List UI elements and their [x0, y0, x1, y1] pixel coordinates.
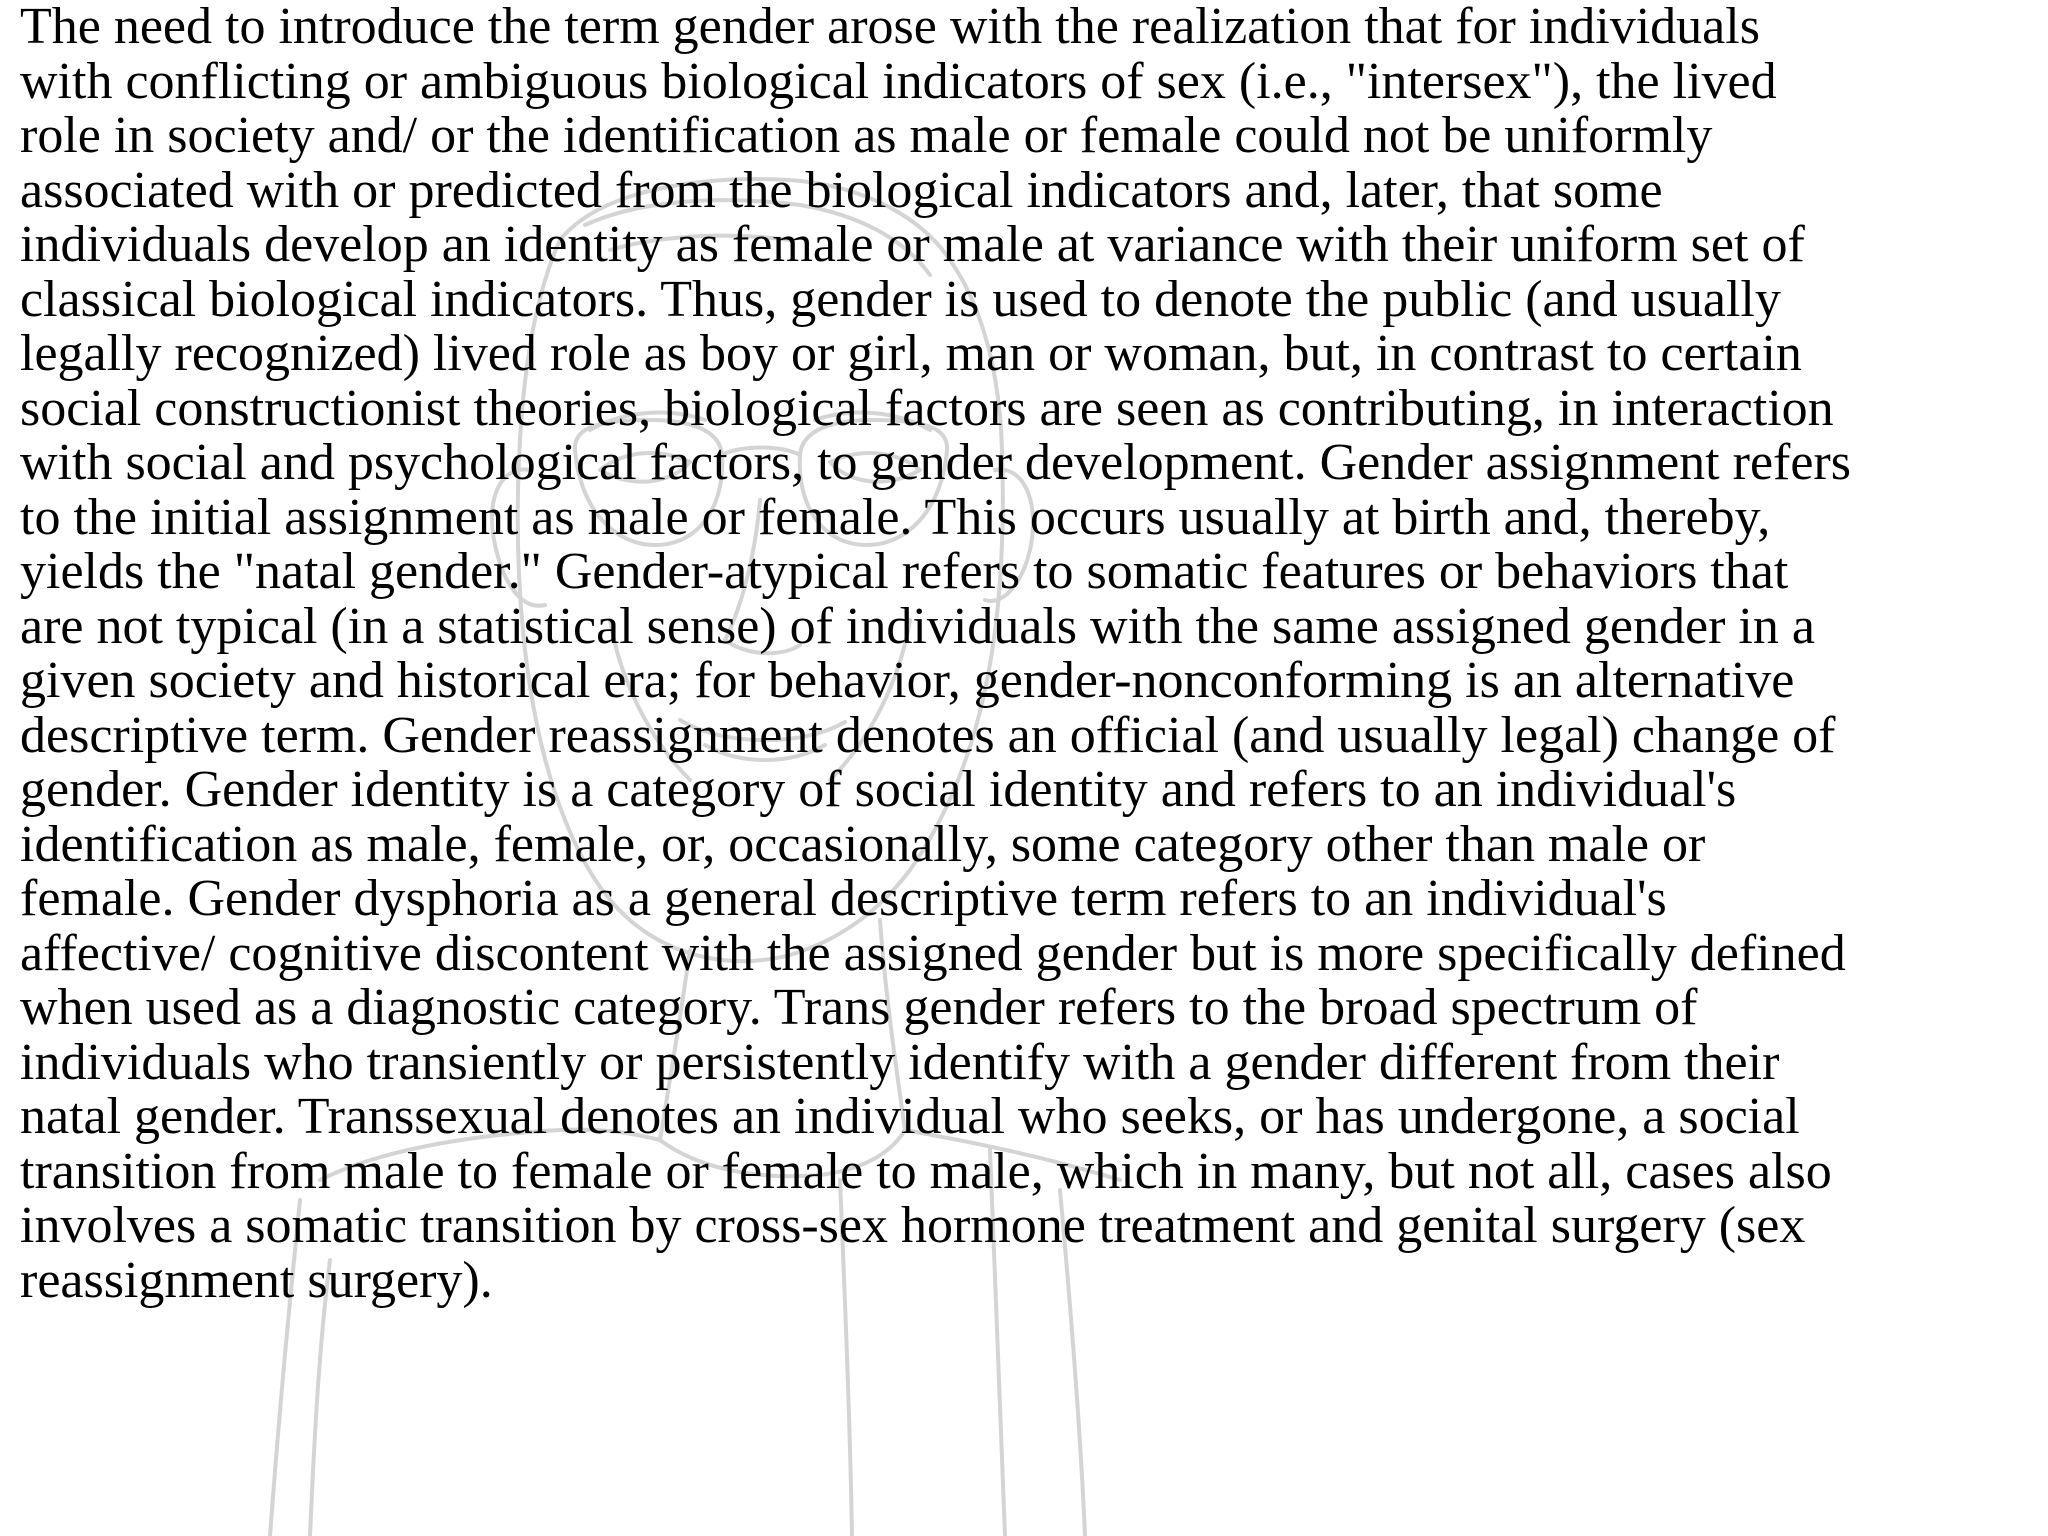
- text-line: associated with or predicted from the biological indicators and, later, that some: [20, 161, 1663, 219]
- text-line: social constructionist theories, biological factors are seen as contributing, in interaction: [20, 379, 1834, 437]
- text-line: classical biological indicators. Thus, gender is used to denote the public (and usually: [20, 270, 1781, 328]
- text-line: female. Gender dysphoria as a general descriptive term refers to an individual's: [20, 870, 1667, 927]
- text-line: with conflicting or ambiguous biological indicators of sex (i.e., "intersex"), the lived: [20, 52, 1777, 110]
- text-line: to the initial assignment as male or female. This occurs usually at birth and, thereby,: [20, 488, 1771, 546]
- text-line: identification as male, female, or, occasionally, some category other than male or: [20, 815, 1706, 873]
- text-line: yields the "natal gender." Gender-atypical refers to somatic features or behaviors that: [20, 543, 1789, 600]
- text-line: transition from male to female or female to male, which in many, but not all, cases also: [20, 1142, 1832, 1200]
- text-line: affective/ cognitive discontent with the assigned gender but is more specifically defined: [20, 924, 1846, 982]
- text-line: reassignment surgery).: [20, 1251, 493, 1309]
- text-line: The need to introduce the term gender arose with the realization that for individuals: [20, 0, 1760, 55]
- text-line: are not typical (in a statistical sense) of individuals with the same assigned gender in a: [20, 597, 1815, 655]
- text-line: descriptive term. Gender reassignment denotes an official (and usually legal) change of: [20, 706, 1836, 764]
- text-line: role in society and/ or the identification as male or female could not be uniformly: [20, 107, 1713, 164]
- text-line: when used as a diagnostic category. Trans gender refers to the broad spectrum of: [20, 979, 1698, 1036]
- text-line: given society and historical era; for behavior, gender-nonconforming is an alternative: [20, 652, 1795, 709]
- text-line: legally recognized) lived role as boy or girl, man or woman, but, in contrast to certain: [20, 325, 1802, 382]
- text-line: involves a somatic transition by cross-sex hormone treatment and genital surgery (sex: [20, 1197, 1806, 1254]
- text-line: with social and psychological factors, to gender development. Gender assignment refers: [20, 434, 1851, 491]
- text-line: natal gender. Transsexual denotes an individual who seeks, or has undergone, a social: [20, 1088, 1800, 1145]
- document-paragraph: [20, 0, 2040, 1308]
- text-line: individuals develop an identity as female or male at variance with their uniform set of: [20, 216, 1805, 273]
- text-line: gender. Gender identity is a category of social identity and refers to an individual's: [20, 761, 1737, 818]
- text-line: individuals who transiently or persistently identify with a gender different from their: [20, 1033, 1780, 1091]
